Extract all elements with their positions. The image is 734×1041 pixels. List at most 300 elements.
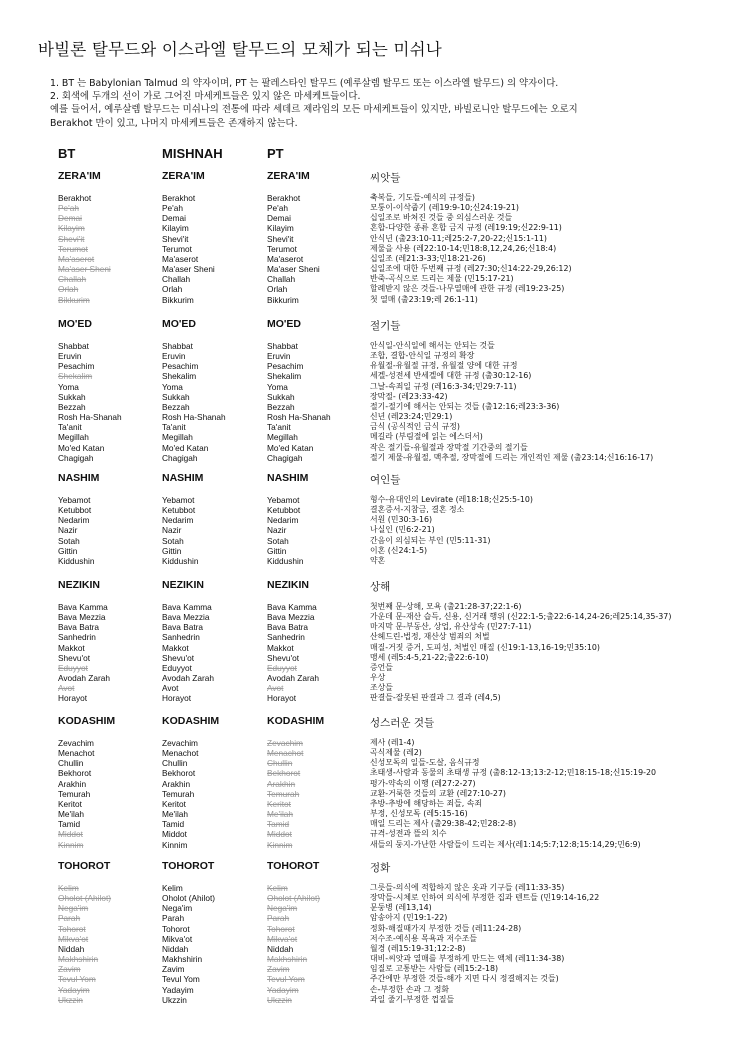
tractate-mishnah: Mo'ed Katan	[162, 442, 209, 453]
tractate-description: 작은 절기들-유월절과 장막절 기간중의 절기들	[370, 442, 528, 452]
tractate-mishnah: Temurah	[162, 788, 195, 799]
tractate-bt: Berakhot	[58, 193, 92, 203]
seder-title-korean: 정화	[370, 862, 391, 874]
note-line: 예를 들어서, 예루살렘 탈무드는 미쉬나의 전통에 따라 세데르 제라임의 모든 마세케트들이 있지만, 바빌로니안 탈무드에는 오로지	[50, 104, 578, 116]
tractate-bt: Challah	[58, 274, 87, 285]
tractate-mishnah: Tohorot	[162, 923, 190, 934]
table-row	[0, 515, 734, 525]
tractate-mishnah: Avodah Zarah	[162, 673, 214, 684]
tractate-bt: Sukkah	[58, 391, 86, 402]
notes	[50, 77, 710, 130]
tractate-bt: Ketubbot	[58, 505, 92, 516]
table-row	[0, 954, 734, 964]
tractate-pt: Bava Batra	[267, 622, 309, 633]
tractate-description: 그날-속죄일 규정 (레16:3-34;민29:7-11)	[370, 381, 517, 391]
note-line: 2. 회색에 두개의 선이 가로 그어진 마세케트들은 있지 않은 마세케트들이다.	[50, 91, 361, 103]
tractate-description: 형수-유대인의 Levirate (레18:18;신25:5-10)	[370, 495, 534, 504]
table-row	[0, 840, 734, 850]
tractate-description: 신년 (레23:24;민29:1)	[370, 412, 453, 422]
tractate-mishnah: Demai	[162, 213, 186, 224]
tractate-pt: Avot	[267, 683, 284, 694]
tractate-mishnah: Pesachim	[162, 361, 199, 372]
table-row	[0, 264, 734, 274]
table-row	[0, 295, 734, 305]
tractate-bt: Yadayim	[58, 984, 90, 995]
tractate-bt: Avot	[58, 683, 75, 694]
tractate-pt: Tohorot	[267, 923, 295, 934]
seder-title-pt: NASHIM	[267, 472, 309, 484]
tractate-mishnah: Shevi'it	[162, 233, 189, 244]
tractate-description: 간음이 의심되는 부인 (민5:11-31)	[370, 535, 491, 545]
tractate-description: 십일조로 바쳐진 것들 중 의심스러운 것들	[370, 213, 513, 223]
tractate-bt: Horayot	[58, 693, 88, 704]
tractate-description: 신성모독의 일들-도살, 음식규정	[370, 758, 480, 768]
tractate-description: 혼합-다양한 종류 혼합 금지 규정 (레19:19;신22:9-11)	[370, 223, 562, 233]
tractate-pt: Sotah	[267, 535, 289, 546]
table-row	[0, 768, 734, 778]
tractate-description: 추방-추방에 해당하는 죄들, 속죄	[370, 798, 482, 808]
table-row	[0, 758, 734, 768]
tractate-pt: Bikkurim	[267, 294, 299, 305]
tractate-bt: Yebamot	[58, 495, 91, 505]
table-row	[0, 779, 734, 789]
tractate-description: 유월절-유월절 규정, 유월절 양에 대한 규정	[370, 361, 518, 371]
tractate-pt: Berakhot	[267, 193, 301, 203]
seder-title-mishnah: TOHOROT	[162, 860, 215, 872]
tractate-mishnah: Bava Kamma	[162, 602, 212, 612]
tractate-bt: Ta'anit	[58, 422, 82, 433]
tractate-description: 첫번째 문-상해, 모욕 (출21:28-37;22:1-6)	[370, 602, 522, 611]
tractate-mishnah: Parah	[162, 913, 185, 924]
seder-title-pt: TOHOROT	[267, 860, 320, 872]
table-row	[0, 913, 734, 923]
tractate-mishnah: Menachot	[162, 748, 199, 759]
tractate-description: 평가-약속의 이행 (레27:2-27)	[370, 778, 476, 788]
tractate-description: 이혼 (신24:1-5)	[370, 545, 428, 555]
tractate-pt: Zevachim	[267, 738, 303, 748]
tractate-description: 절기 제물-유월절, 맥추절, 장막절에 드리는 개인적인 제물 (출23:14;신16:16-17)	[370, 452, 654, 462]
seder-title-bt: ZERA'IM	[58, 170, 101, 182]
tractate-description: 장막절- (레23:33-42)	[370, 391, 448, 401]
tractate-pt: Niddah	[267, 943, 294, 954]
tractate-mishnah: Eruvin	[162, 351, 186, 362]
tractate-mishnah: Kilayim	[162, 223, 189, 234]
tractate-description: 모퉁이-이삭줍기 (레19:9-10;신24:19-21)	[370, 203, 520, 213]
table-row	[0, 244, 734, 254]
tractate-bt: Bekhorot	[58, 768, 92, 779]
seder-title-mishnah: NEZIKIN	[162, 579, 204, 591]
tractate-pt: Tevul Yom	[267, 974, 305, 985]
table-row	[0, 284, 734, 294]
tractate-mishnah: Chagigah	[162, 452, 198, 463]
tractate-description: 장막들-시체로 인하여 의식에 부정한 집과 텐트들 (민19:14-16,22	[370, 893, 600, 903]
tractate-bt: Pe'ah	[58, 203, 79, 214]
table-row	[0, 819, 734, 829]
tractate-pt: Kinnim	[267, 839, 293, 850]
tractate-mishnah: Bezzah	[162, 401, 190, 412]
table-row	[0, 371, 734, 381]
tractate-description: 매일 드리는 제사 (출29:38-42;민28:2-8)	[370, 819, 517, 829]
tractate-pt: Shevu'ot	[267, 652, 300, 663]
tractate-bt: Arakhin	[58, 778, 87, 789]
tractate-mishnah: Makkot	[162, 642, 189, 653]
tractate-description: 축복들, 기도들-예식의 규정들)	[370, 193, 475, 202]
seder-title-pt: ZERA'IM	[267, 170, 310, 182]
seder-title-korean: 절기들	[370, 320, 401, 332]
tractate-pt: Ta'anit	[267, 422, 291, 433]
tractate-pt: Keritot	[267, 798, 291, 809]
tractate-description: 마지막 문-부동산, 상업, 유산상속 (민27:7-11)	[370, 622, 532, 632]
tractate-pt: Yadayim	[267, 984, 299, 995]
tractate-mishnah: Tevul Yom	[162, 974, 200, 985]
seder-title-mishnah: MO'ED	[162, 318, 196, 330]
tractate-mishnah: Eduyyot	[162, 662, 192, 673]
tractate-pt: Nedarim	[267, 515, 299, 526]
tractate-pt: Gittin	[267, 545, 287, 556]
tractate-bt: Bezzah	[58, 401, 86, 412]
tractate-mishnah: Makhshirin	[162, 954, 203, 965]
tractate-mishnah: Horayot	[162, 693, 192, 704]
seder-title-bt: MO'ED	[58, 318, 92, 330]
column-header-mishnah: MISHNAH	[162, 146, 223, 161]
tractate-description: 월경 (레15:19-31;12:2-8)	[370, 943, 466, 953]
seder-title-korean: 여인들	[370, 474, 401, 486]
tractate-pt: Mikva'ot	[267, 933, 298, 944]
tractate-bt: Temurah	[58, 788, 91, 799]
tractate-bt: Zevachim	[58, 738, 94, 748]
tractate-pt: Shekalim	[267, 371, 302, 382]
seder-title-mishnah: ZERA'IM	[162, 170, 205, 182]
tractate-bt: Ma'aser Sheni	[58, 264, 111, 275]
seder-title-pt: MO'ED	[267, 318, 301, 330]
table-row	[0, 799, 734, 809]
tractate-mishnah: Kelim	[162, 883, 183, 893]
note-line: 1. BT 는 Babylonian Talmud 의 약자이며, PT 는 팔레스타인 탈무드 (예루살렘 탈무드 또는 이스라엘 탈무드) 의 약자이다.	[50, 78, 559, 89]
table-row	[0, 673, 734, 683]
tractate-pt: Kiddushin	[267, 555, 304, 566]
tractate-pt: Rosh Ha-Shanah	[267, 412, 331, 423]
tractate-bt: Bava Batra	[58, 622, 100, 633]
table-row	[0, 602, 734, 612]
tractate-description: 새들의 둥지-가난한 사람들이 드리는 제사(레1:14;5:7;12:8;15:14,29;민6:9)	[370, 839, 641, 849]
tractate-bt: Demai	[58, 213, 82, 224]
tractate-bt: Shabbat	[58, 341, 89, 351]
table-row	[0, 392, 734, 402]
tractate-bt: Bava Mezzia	[58, 612, 106, 623]
tractate-pt: Eduyyot	[267, 662, 297, 673]
tractate-mishnah: Ukzzin	[162, 994, 187, 1005]
table-row	[0, 985, 734, 995]
tractate-pt: Megillah	[267, 432, 298, 443]
tractate-bt: Kelim	[58, 883, 79, 893]
note-line: Berakhot 만이 있고, 나머지 마세케트들은 존재하지 않는다.	[50, 117, 298, 129]
table-row	[0, 382, 734, 392]
tractate-description: 세겔-성전세 반세겔에 대한 규정 (출30:12-16)	[370, 371, 532, 381]
tractate-pt: Ma'aserot	[267, 253, 304, 264]
table-row	[0, 893, 734, 903]
tractate-pt: Oholot (Ahilot)	[267, 893, 321, 904]
seder-title-korean: 상해	[370, 581, 391, 593]
table-row	[0, 964, 734, 974]
tractate-description: 손-부정한 손과 그 정화	[370, 984, 449, 994]
tractate-mishnah: Shabbat	[162, 341, 193, 351]
table-row	[0, 748, 734, 758]
tractate-pt: Orlah	[267, 284, 288, 295]
table-row	[0, 495, 734, 505]
tractate-mishnah: Kiddushin	[162, 555, 199, 566]
table-row	[0, 934, 734, 944]
table-row	[0, 546, 734, 556]
table-row	[0, 443, 734, 453]
tractate-mishnah: Sotah	[162, 535, 184, 546]
tractate-pt: Ukzzin	[267, 994, 292, 1005]
tractate-bt: Tamid	[58, 819, 81, 830]
table-row	[0, 254, 734, 264]
tractate-description: 규격-성전과 뜰의 치수	[370, 829, 447, 839]
tractate-description: 그릇들-의식에 적합하지 않은 옷과 기구들 (레11:33-35)	[370, 883, 565, 892]
tractate-mishnah: Nazir	[162, 525, 182, 536]
tractate-pt: Zavim	[267, 964, 290, 975]
table-row	[0, 789, 734, 799]
tractate-description: 과일 줄기-부정한 껍질들	[370, 994, 455, 1004]
tractate-mishnah: Rosh Ha-Shanah	[162, 412, 226, 423]
tractate-description: 절기-절기에 해서는 안되는 것들 (출12:16;레23:3-36)	[370, 401, 560, 411]
tractate-mishnah: Kinnim	[162, 839, 188, 850]
tractate-mishnah: Nega'im	[162, 903, 193, 914]
tractate-description: 부정, 신성모독 (레5:15-16)	[370, 809, 468, 819]
tractate-bt: Eduyyot	[58, 662, 88, 673]
tractate-description: 문둥병 (레13,14)	[370, 903, 432, 913]
seder-title-mishnah: KODASHIM	[162, 715, 220, 727]
tractate-pt: Yebamot	[267, 495, 300, 505]
tractate-description: 할례받지 않은 것들-나무열매에 관한 규정 (레19:23-25)	[370, 284, 565, 294]
tractate-pt: Sukkah	[267, 391, 295, 402]
tractate-mishnah: Shekalim	[162, 371, 197, 382]
tractate-pt: Sanhedrin	[267, 632, 305, 643]
tractate-mishnah: Challah	[162, 274, 191, 285]
tractate-bt: Mikva'ot	[58, 933, 89, 944]
tractate-mishnah: Chullin	[162, 758, 188, 769]
seder-title-pt: NEZIKIN	[267, 579, 309, 591]
table-row	[0, 643, 734, 653]
tractate-mishnah: Yoma	[162, 381, 183, 392]
table-row	[0, 632, 734, 642]
tractate-pt: Makhshirin	[267, 954, 308, 965]
tractate-pt: Arakhin	[267, 778, 296, 789]
tractate-bt: Me'ilah	[58, 809, 85, 820]
seder-title-pt: KODASHIM	[267, 715, 325, 727]
table-row	[0, 213, 734, 223]
tractate-pt: Kilayim	[267, 223, 294, 234]
tractate-description: 저수조-예식용 목욕과 저수조들	[370, 933, 477, 943]
tractate-mishnah: Niddah	[162, 943, 189, 954]
table-row	[0, 505, 734, 515]
tractate-bt: Shevi'it	[58, 233, 85, 244]
table-row	[0, 412, 734, 422]
table-row	[0, 883, 734, 893]
table-row	[0, 622, 734, 632]
tractate-bt: Keritot	[58, 798, 82, 809]
tractate-pt: Kelim	[267, 883, 288, 893]
tractate-pt: Nega'im	[267, 903, 298, 914]
tractate-bt: Ukzzin	[58, 994, 83, 1005]
tractate-pt: Middot	[267, 829, 292, 840]
tractate-pt: Avodah Zarah	[267, 673, 319, 684]
table-row	[0, 351, 734, 361]
tractate-mishnah: Bava Batra	[162, 622, 204, 633]
tractate-pt: Me'ilah	[267, 809, 294, 820]
tractate-mishnah: Ta'anit	[162, 422, 186, 433]
tractate-bt: Ma'aserot	[58, 253, 95, 264]
tractate-pt: Ketubbot	[267, 505, 301, 516]
tractate-mishnah: Berakhot	[162, 193, 196, 203]
tractate-description: 첫 열매 (출23:19;레 26:1-11)	[370, 294, 478, 304]
tractate-mishnah: Gittin	[162, 545, 182, 556]
tractate-bt: Tohorot	[58, 923, 86, 934]
tractate-description: 암송아지 (민19:1-22)	[370, 913, 448, 923]
table-row	[0, 525, 734, 535]
tractate-bt: Eruvin	[58, 351, 82, 362]
tractate-mishnah: Mikva'ot	[162, 933, 193, 944]
table-row	[0, 903, 734, 913]
table-row	[0, 809, 734, 819]
tractate-bt: Tevul Yom	[58, 974, 96, 985]
tractate-pt: Bava Mezzia	[267, 612, 315, 623]
tractate-pt: Horayot	[267, 693, 297, 704]
tractate-mishnah: Ma'aser Sheni	[162, 264, 215, 275]
tractate-mishnah: Bekhorot	[162, 768, 196, 779]
table-row	[0, 693, 734, 703]
tractate-description: 우상	[370, 673, 386, 683]
tractate-bt: Nazir	[58, 525, 78, 536]
table-row	[0, 653, 734, 663]
tractate-pt: Demai	[267, 213, 291, 224]
table-row	[0, 402, 734, 412]
tractate-description: 제물을 사용 (레22:10-14;민18:8,12,24,26;신18:4)	[370, 243, 557, 253]
tractate-bt: Niddah	[58, 943, 85, 954]
tractate-description: 초태생-사람과 동물의 초태생 규정 (출8:12-13;13:2-12;민18:15-18;신15:19-20	[370, 768, 656, 778]
tractate-bt: Rosh Ha-Shanah	[58, 412, 122, 423]
tractate-description: 매질-거짓 증거, 도피성, 처벌인 매질 (신19:1-13,16-19;민35:10)	[370, 642, 600, 652]
table-row	[0, 738, 734, 748]
tractate-mishnah: Bikkurim	[162, 294, 194, 305]
tractate-bt: Nega'im	[58, 903, 89, 914]
tractate-mishnah: Avot	[162, 683, 179, 694]
tractate-description: 임질로 고통받는 사람들 (레15:2-18)	[370, 964, 499, 974]
tractate-mishnah: Bava Mezzia	[162, 612, 210, 623]
tractate-bt: Sotah	[58, 535, 80, 546]
tractate-pt: Chullin	[267, 758, 293, 769]
tractate-bt: Bikkurim	[58, 294, 90, 305]
column-header-pt: PT	[267, 146, 284, 161]
tractate-mishnah: Tamid	[162, 819, 185, 830]
tractate-mishnah: Ma'aserot	[162, 253, 199, 264]
tractate-bt: Menachot	[58, 748, 95, 759]
tractate-bt: Terumot	[58, 243, 88, 254]
table-row	[0, 924, 734, 934]
table-row	[0, 683, 734, 693]
table-row	[0, 361, 734, 371]
tractate-mishnah: Middot	[162, 829, 187, 840]
tractate-mishnah: Megillah	[162, 432, 193, 443]
tractate-bt: Chagigah	[58, 452, 94, 463]
column-header-bt: BT	[58, 146, 76, 161]
seder-title-korean: 성스러운 것들	[370, 717, 435, 729]
tractate-bt: Gittin	[58, 545, 78, 556]
tractate-bt: Pesachim	[58, 361, 95, 372]
tractate-description: 메길라 (부림절에 읽는 에스더서)	[370, 432, 483, 442]
tractate-bt: Avodah Zarah	[58, 673, 110, 684]
tractate-mishnah: Yebamot	[162, 495, 195, 505]
tractate-description: 판결들-잘못된 판결과 그 결과 (레4,5)	[370, 693, 501, 703]
tractate-bt: Shekalim	[58, 371, 93, 382]
table-row	[0, 536, 734, 546]
tractate-description: 안식일-안식일에 해서는 안되는 것들	[370, 341, 495, 350]
tractate-pt: Temurah	[267, 788, 300, 799]
tractate-bt: Mo'ed Katan	[58, 442, 105, 453]
table-row	[0, 995, 734, 1005]
tractate-description: 맹세 (레5:4-5,21-22;출22:6-10)	[370, 652, 489, 662]
tractate-bt: Nedarim	[58, 515, 90, 526]
tractate-bt: Megillah	[58, 432, 89, 443]
table-row	[0, 612, 734, 622]
tractate-bt: Makhshirin	[58, 954, 99, 965]
table-row	[0, 234, 734, 244]
tractate-pt: Mo'ed Katan	[267, 442, 314, 453]
tractate-mishnah: Sanhedrin	[162, 632, 200, 643]
tractate-mishnah: Keritot	[162, 798, 186, 809]
table-row	[0, 274, 734, 284]
tractate-bt: Yoma	[58, 381, 79, 392]
tractate-bt: Oholot (Ahilot)	[58, 893, 112, 904]
tractate-bt: Kinnim	[58, 839, 84, 850]
table-row	[0, 223, 734, 233]
tractate-description: 반죽-곡식으로 드리는 제물 (민15:17-21)	[370, 274, 514, 284]
tractate-mishnah: Oholot (Ahilot)	[162, 893, 216, 904]
tractate-mishnah: Zevachim	[162, 738, 198, 748]
tractate-description: 십일조 (레21:3-33;민18:21-26)	[370, 253, 486, 263]
page-title: 바빌론 탈무드와 이스라엘 탈무드의 모체가 되는 미쉬나	[38, 40, 442, 59]
tractate-bt: Zavim	[58, 964, 81, 975]
tractate-pt: Tamid	[267, 819, 290, 830]
tractate-description: 교환-거룩한 것들의 교환 (레27:10-27)	[370, 788, 507, 798]
tractate-pt: Shabbat	[267, 341, 298, 351]
tractate-pt: Shevi'it	[267, 233, 294, 244]
tractate-mishnah: Terumot	[162, 243, 192, 254]
tractate-pt: Challah	[267, 274, 296, 285]
tractate-bt: Kilayim	[58, 223, 85, 234]
tractate-description: 주간에만 부정한 것들-해가 지면 다시 정결해지는 것들)	[370, 974, 559, 984]
seder-title-bt: NASHIM	[58, 472, 100, 484]
table-row	[0, 556, 734, 566]
tractate-mishnah: Ketubbot	[162, 505, 196, 516]
tractate-description: 제사 (레1-4)	[370, 738, 415, 747]
tractate-description: 대비-씨앗과 열매를 부정하게 만드는 액체 (레11:34-38)	[370, 954, 565, 964]
table-row	[0, 829, 734, 839]
tractate-description: 정화-해질때가지 부정한 것들 (레11:24-28)	[370, 923, 522, 933]
tractate-pt: Yoma	[267, 381, 288, 392]
tractate-pt: Chagigah	[267, 452, 303, 463]
tractate-bt: Middot	[58, 829, 83, 840]
tractate-description: 결혼증서-지참금, 결혼 정소	[370, 505, 465, 515]
tractate-mishnah: Arakhin	[162, 778, 191, 789]
table-row	[0, 944, 734, 954]
tractate-pt: Menachot	[267, 748, 304, 759]
table-row	[0, 341, 734, 351]
table-row	[0, 663, 734, 673]
tractate-description: 십일조에 대한 두번째 규정 (레27:30;신14:22-29,26:12)	[370, 264, 572, 274]
tractate-pt: Pe'ah	[267, 203, 288, 214]
